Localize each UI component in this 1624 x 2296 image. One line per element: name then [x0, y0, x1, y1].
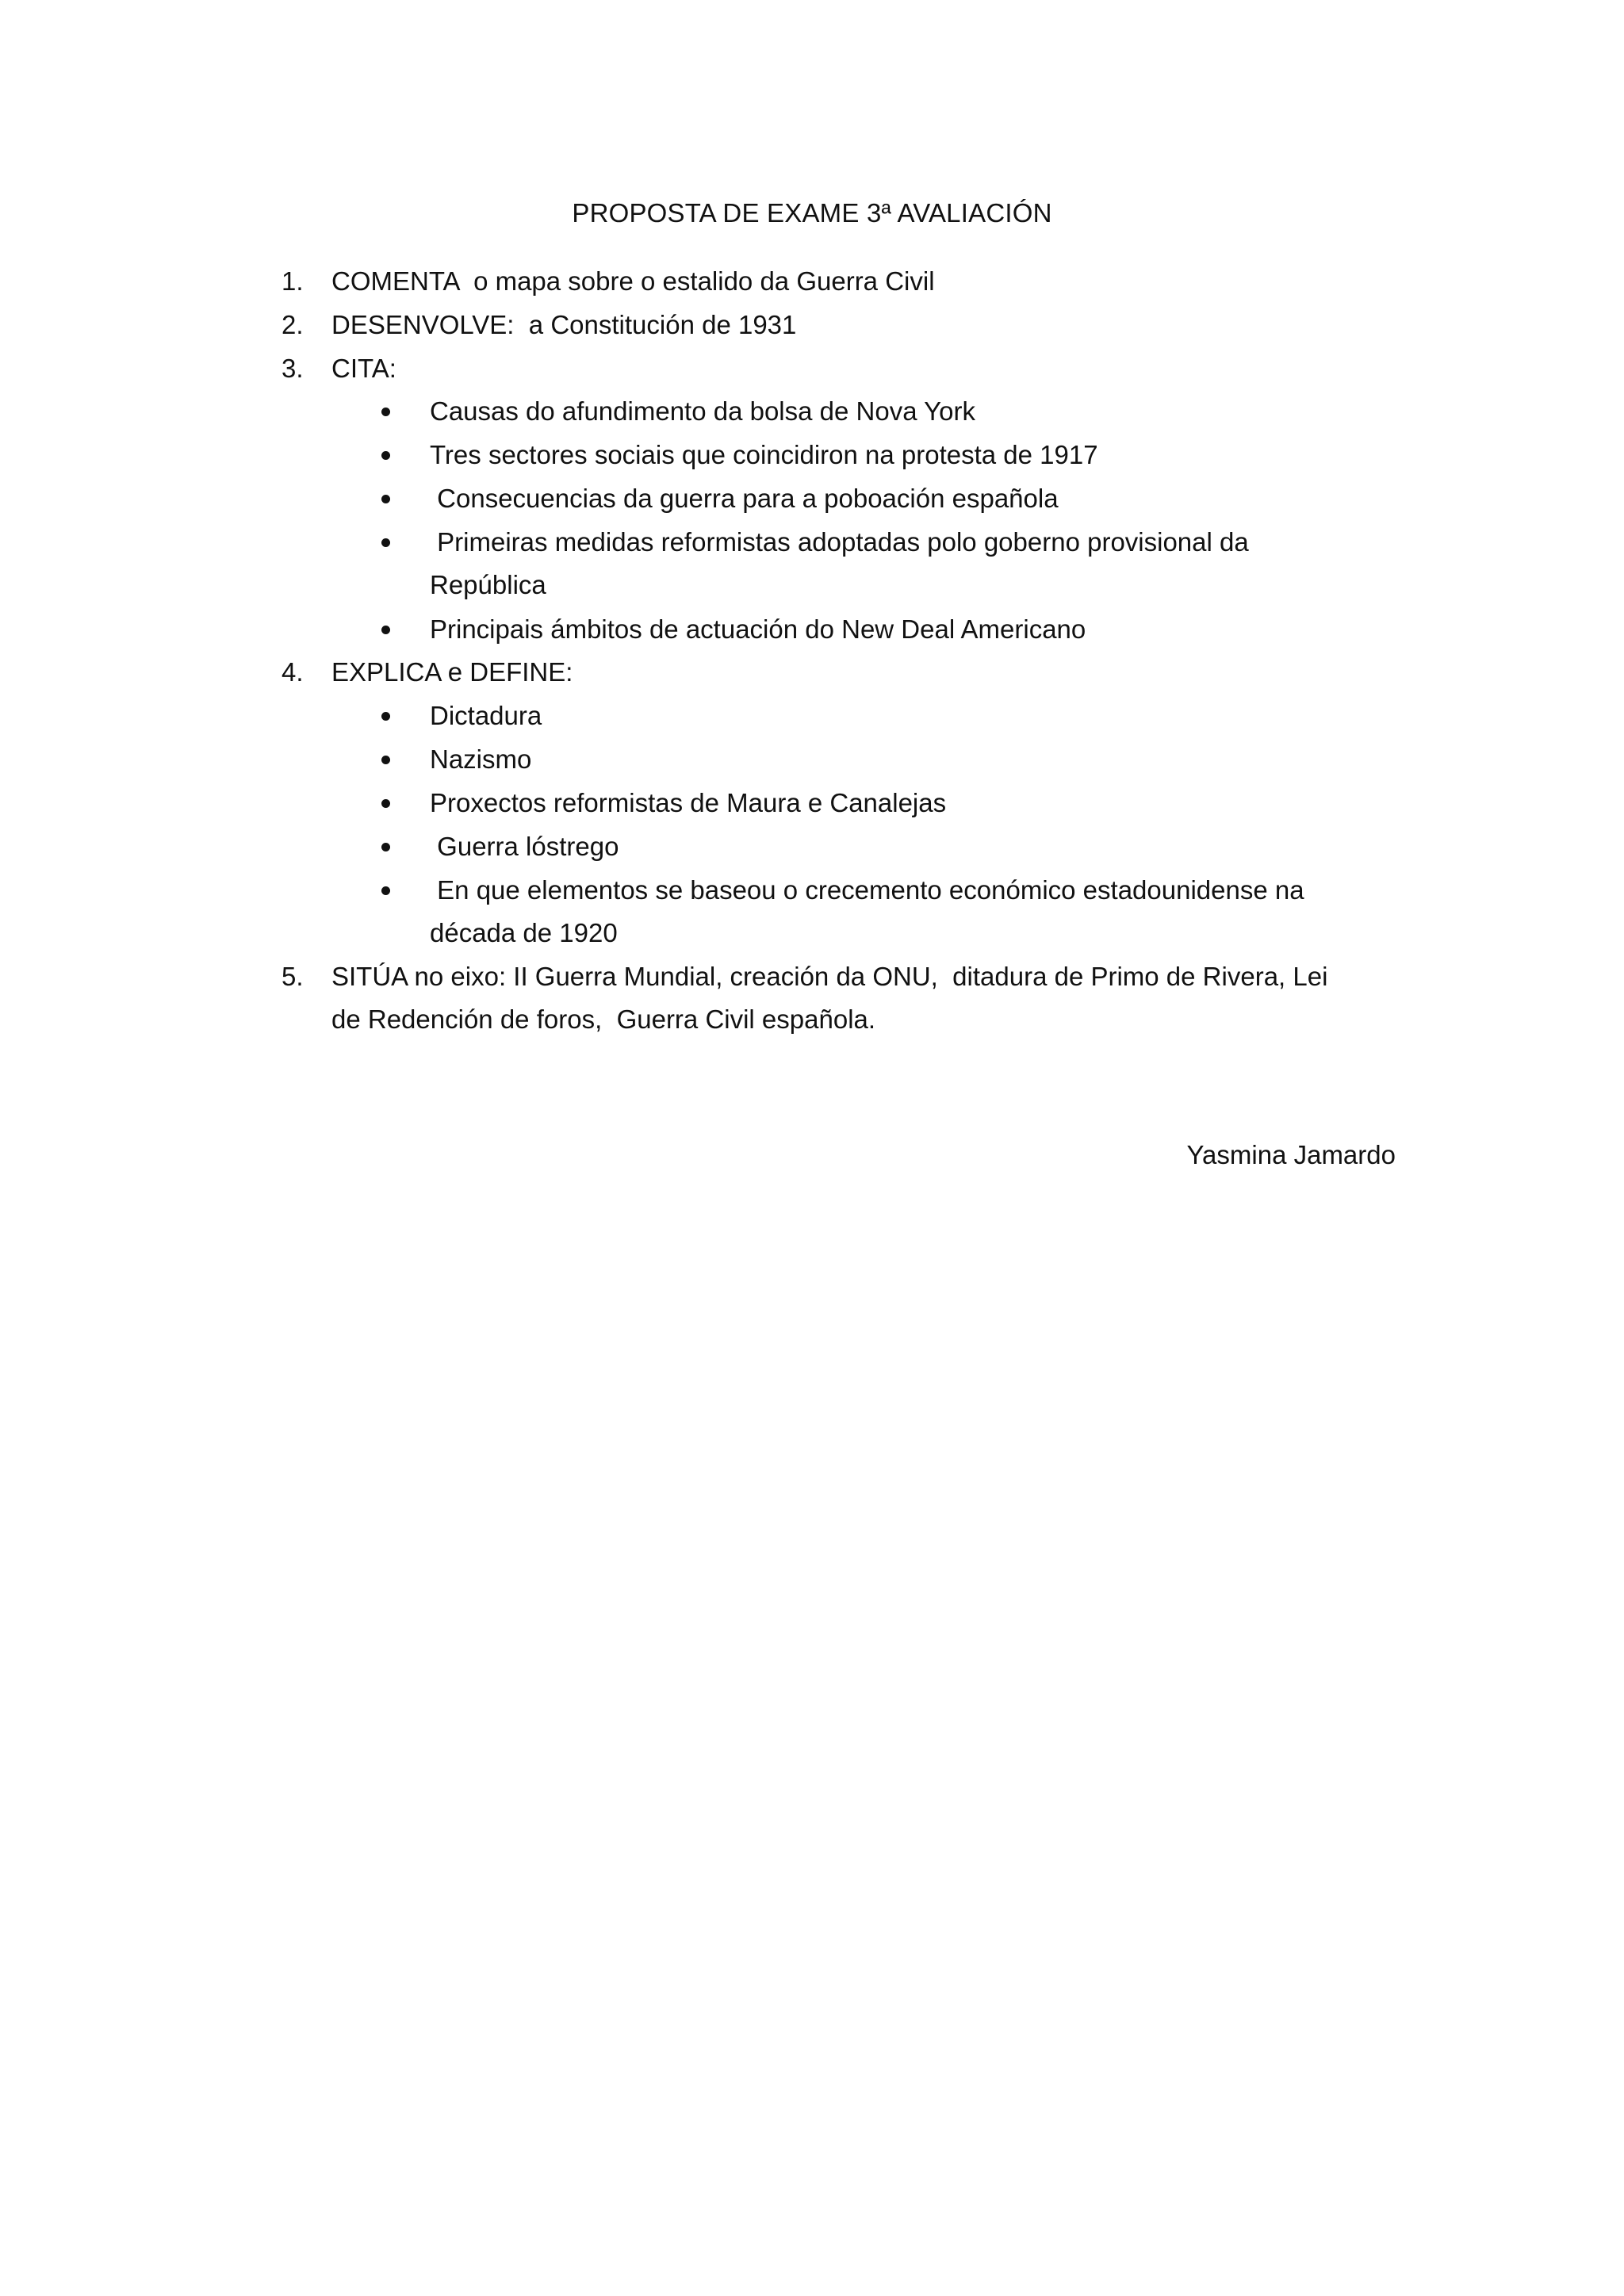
- question-number: 3.: [282, 354, 304, 383]
- bullet-icon: [381, 451, 390, 460]
- bullet-icon: [381, 712, 390, 721]
- question-number: 2.: [282, 310, 304, 339]
- question-number: 5.: [282, 962, 304, 991]
- list-item-text: Guerra lóstrego: [430, 832, 619, 861]
- question-text: CITA:: [331, 354, 396, 383]
- question-text: COMENTA o mapa sobre o estalido da Guerra Civil: [331, 266, 935, 296]
- bullet-icon: [381, 843, 390, 851]
- list-item-text: En que elementos se baseou o crecemento económico estadounidense na década de 1920: [430, 875, 1312, 947]
- list-item-text: Dictadura: [430, 701, 542, 730]
- document-title: PROPOSTA DE EXAME 3ª AVALIACIÓN: [572, 198, 1052, 228]
- list-item-text: Consecuencias da guerra para a poboación española: [430, 484, 1059, 513]
- author-signature: Yasmina Jamardo: [1186, 1140, 1396, 1169]
- list-item-text: Principais ámbitos de actuación do New Deal Americano: [430, 614, 1086, 644]
- bullet-icon: [381, 799, 390, 808]
- list-item-text: Tres sectores sociais que coincidiron na protesta de 1917: [430, 440, 1098, 469]
- question-text: EXPLICA e DEFINE:: [331, 657, 573, 687]
- list-item-text: Proxectos reformistas de Maura e Canalejas: [430, 788, 947, 817]
- bullet-icon: [381, 495, 390, 503]
- list-item-text: Primeiras medidas reformistas adoptadas polo goberno provisional da República: [430, 527, 1256, 599]
- question-text: DESENVOLVE: a Constitución de 1931: [331, 310, 797, 339]
- bullet-icon: [381, 756, 390, 764]
- question-text: SITÚA no eixo: II Guerra Mundial, creación da ONU, ditadura de Primo de Rivera, Lei de Redención de foros, Guerra Civil española.: [331, 962, 1335, 1034]
- bullet-icon: [381, 408, 390, 416]
- list-item-text: Nazismo: [430, 744, 532, 774]
- question-number: 1.: [282, 266, 304, 296]
- bullet-icon: [381, 886, 390, 895]
- bullet-icon: [381, 538, 390, 547]
- list-item-text: Causas do afundimento da bolsa de Nova York: [430, 396, 975, 426]
- bullet-icon: [381, 626, 390, 634]
- question-number: 4.: [282, 657, 304, 687]
